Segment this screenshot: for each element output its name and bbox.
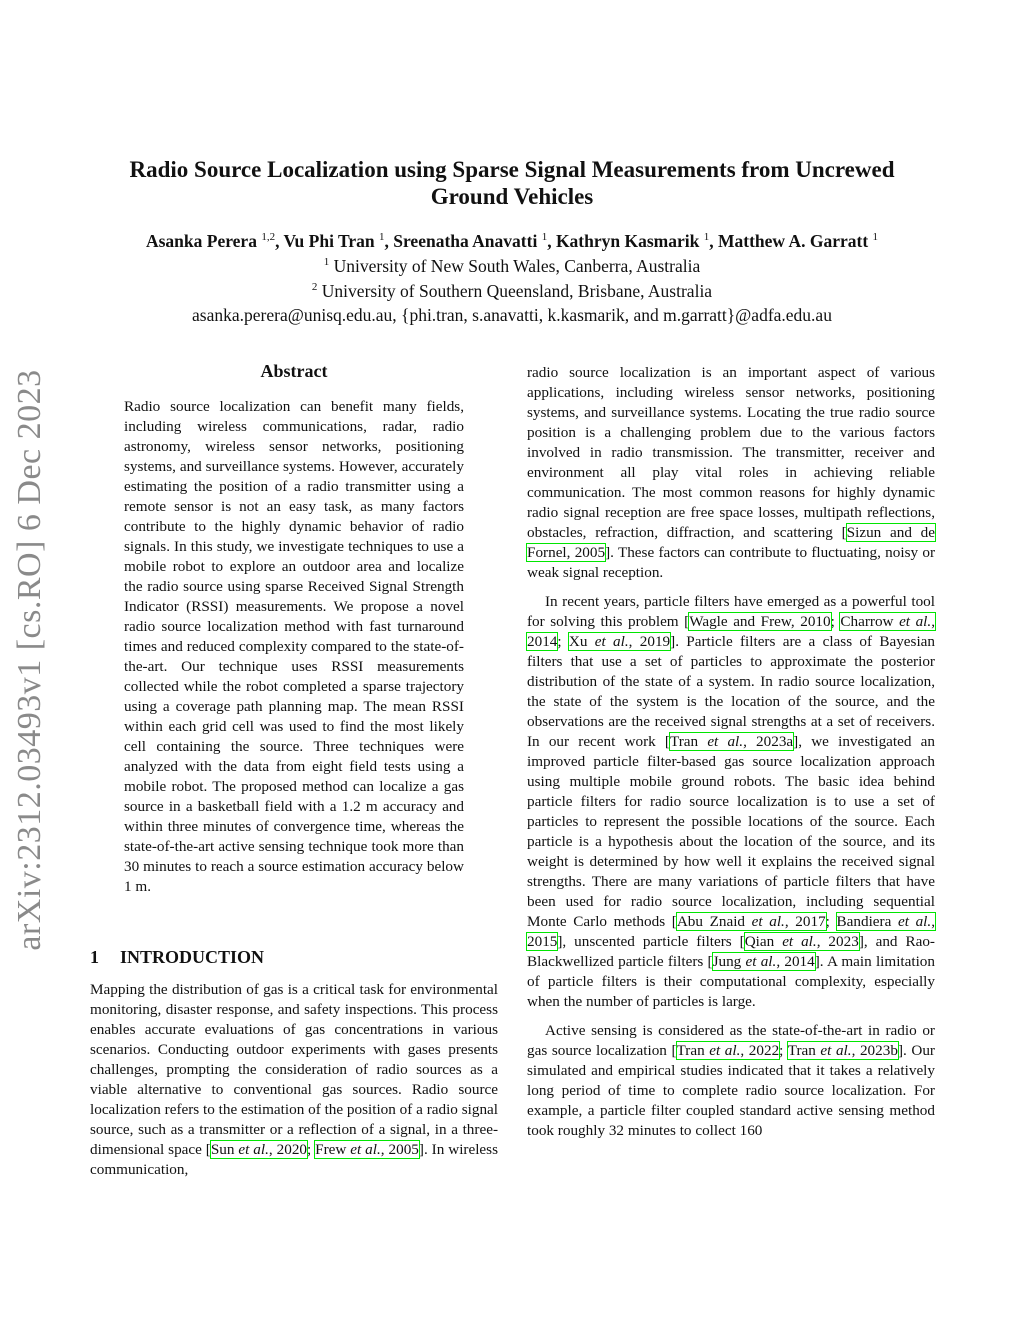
intro-paragraph: Mapping the distribution of gas is a critical task for environmental monitoring, disaster response, and safety inspections. This process enables accurate evaluations of gas concentrations in various scenarios. Conducting outdoor experiments with gases presents challenges, prompting the consideration of radio sources as a viable alternative to conventional gas sources. Radio source localization refers to the estimation of the position of a radio signal source, such as a transmitter or a reflection of a signal, in a three-dimensional space [Sun et al., 2020; Frew et al., 2005]. In wireless communication, — [90, 981, 498, 1178]
citation-link[interactable]: Xu et al., 2019 — [568, 633, 671, 650]
citation-link[interactable]: Sizun and de Fornel, 2005 — [527, 524, 936, 561]
affiliation-2: $^2$ University of Southern Queensland, Brisbane, Australia — [311, 281, 713, 301]
abstract-heading: Abstract — [260, 361, 328, 381]
abstract-text: Radio source localization can benefit many fields, including wireless communications, radar, radio astronomy, wireless sensor networks, positioning systems, and surveillance systems. However, accurately estimating the position of a radio transmitter using a remote sensor is not an easy task, as many factors contribute to the highly dynamic behavior of radio signals. In this study, we investigate techniques to use a mobile robot to explore an outdoor area and localize the radio source using sparse Received Signal Strength Indicator (RSSI) measurements. We propose a novel radio source localization method with fast turnaround times and reduced complexity compared to the state-of-the-art. Our technique uses RSSI measurements collected while the robot completed a sparse trajectory using a coverage path planning map. The mean RSSI within each grid cell was used to find the most likely cell containing the source. Three techniques were analyzed with the data from eight field tests using a mobile robot. The proposed method can localize a gas source in a basketball field with a 1.2 m accuracy and within three minutes of convergence time, whereas the state-of-the-art active sensing technique took more than 30 minutes to reach a source estimation accuracy below 1 m. — [124, 398, 464, 895]
paper-title: Radio Source Localization using Sparse Signal Measurements from Uncrewed Ground Vehicles — [129, 157, 895, 209]
citation-link[interactable]: Abu Znaid et al., 2017 — [676, 913, 826, 930]
citation-link[interactable]: Qian et al., 2023 — [744, 933, 859, 950]
arxiv-stamp: arXiv:2312.03493v1 [cs.RO] 6 Dec 2023 — [11, 369, 48, 951]
citation-link[interactable]: Wagle and Frew, 2010 — [689, 613, 831, 630]
right-paragraph-3: Active sensing is considered as the state-of-the-art in radio or gas source localization [Tran et al., 2022; Tran et al., 2023b]. Our simulated and empirical studies indicated that it takes a relatively long period of time to complete radio source localization. For example, a particle filter coupled standard active sensing method took roughly 32 minutes to collect 160 — [527, 1022, 935, 1139]
citation-link[interactable]: Frew et al., 2005 — [315, 1141, 419, 1158]
intro-heading: 1 INTRODUCTION — [90, 947, 265, 967]
citation-link[interactable]: Jung et al., 2014 — [712, 953, 815, 970]
citation-link[interactable]: Tran et al., 2023a — [669, 733, 794, 750]
right-column — [527, 363, 935, 1141]
citation-link[interactable]: Bandiera et al., 2015 — [527, 913, 935, 950]
citation-link[interactable]: Sun et al., 2020 — [210, 1141, 308, 1158]
citation-link[interactable]: Tran et al., 2023b — [787, 1042, 898, 1059]
right-paragraph-2: In recent years, particle filters have emerged as a powerful tool for solving this problem [Wagle and Frew, 2010; Charrow et al., 2014; Xu et al., 2019]. Particle filters are a class of Bayesian filters that use a set of particles to approximate the posterior distribution of the state of a system. In radio source localization, the state of the system is the location of the source, and the observations are the received signal strengths at a set of receivers. In our recent work [Tran et al., 2023a], we investigated an improved particle filter-based gas source localization approach using multiple mobile ground robots. The basic idea behind particle filters for radio source localization is to use a set of particles to represent the possible locations of the source. Each particle is a hypothesis about the location of the source, and its weight is determined by how well it explains the received signal strengths. There are many variations of particle filters that have been used for radio source localization, including sequential Monte Carlo methods [Abu Znaid et al., 2017; Bandiera et al., 2015], unscented particle filters [Qian et al., 2023], and Rao-Blackwellized particle filters [Jung et al., 2014]. A main limitation of particle filters is their computational complexity, especially when the number of particles is large. — [527, 593, 936, 1010]
citation-link[interactable]: Tran et al., 2022 — [676, 1042, 780, 1059]
author-emails: asanka.perera@unisq.edu.au, {phi.tran, s.anavatti, k.kasmarik, and m.garratt}@adfa.edu.au — [192, 305, 832, 325]
author-list: Asanka Perera $^{1,2}$, Vu Phi Tran $^1$, Sreenatha Anavatti $^1$, Kathryn Kasmarik $^1$, Matthew A. Garratt $^1$ — [145, 231, 879, 251]
affiliation-1: $^1$ University of New South Wales, Canberra, Australia — [323, 256, 701, 276]
citation-link[interactable]: Charrow et al., 2014 — [527, 613, 935, 650]
right-paragraph-1: radio source localization is an important aspect of various applications, including wireless sensor networks, positioning systems, and surveillance systems. Locating the true radio source position is a challenging problem due to the various factors involved in radio transmission. The transmitter, receiver and environment all play vital roles in achieving reliable communication. The most common reasons for highly dynamic radio signal reception are free space losses, multipath reflections, obstacles, refraction, diffraction, and scattering [Sizun and de Fornel, 2005]. These factors can contribute to fluctuating, noisy or weak signal reception. — [527, 364, 936, 581]
